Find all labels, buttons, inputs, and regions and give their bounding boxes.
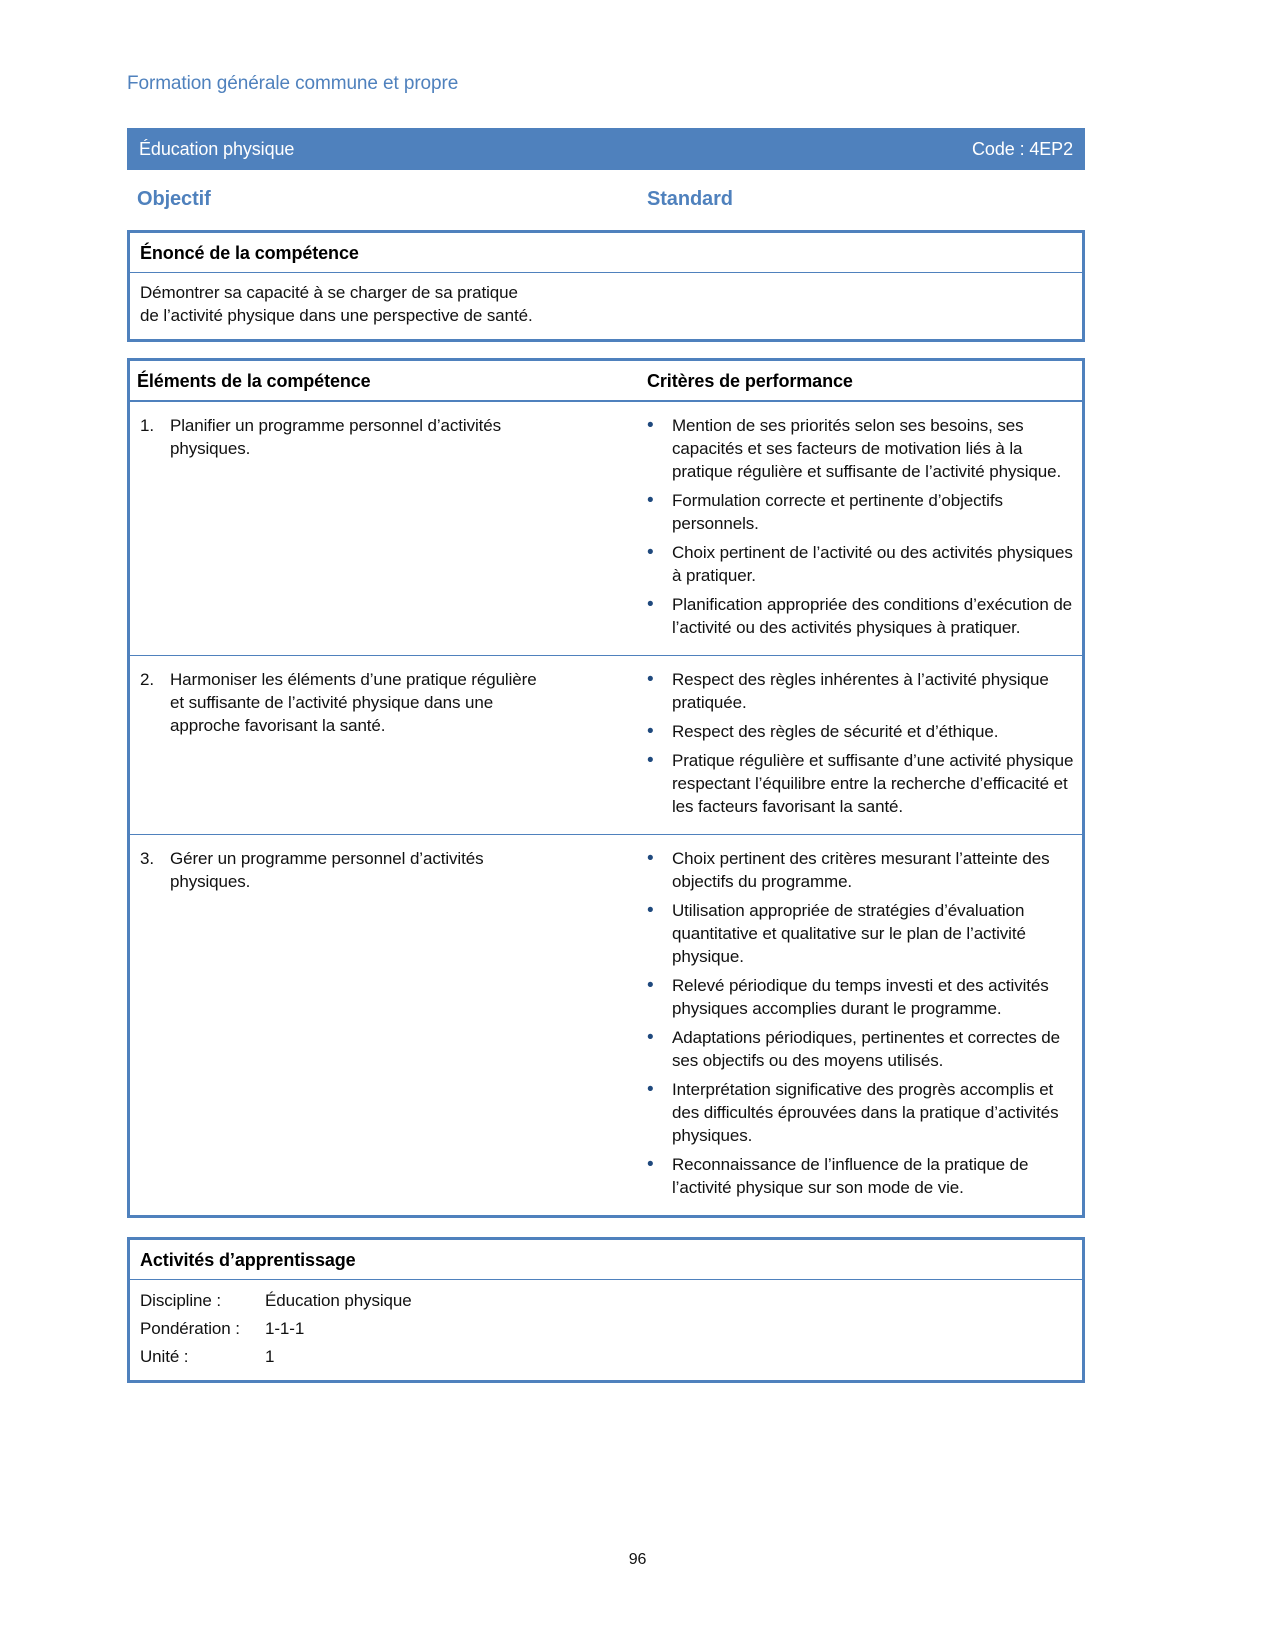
criteria-list <box>647 847 1076 1199</box>
enonce-body <box>130 273 1082 339</box>
competence-row-2 <box>130 655 1082 834</box>
criteria-item <box>647 749 1076 818</box>
element-text: Harmoniser les éléments d’une pratique régulière et suffisante de l’activité physique dans une approche favorisant la santé. <box>170 670 537 735</box>
bullet-icon: • <box>647 415 654 436</box>
field-value: 1-1-1 <box>265 1319 305 1338</box>
criteria-text: Respect des règles de sécurité et d’éthique. <box>672 722 999 741</box>
activity-field-1 <box>140 1288 1072 1314</box>
objectif-heading: Objectif <box>137 188 211 210</box>
criteria-text: Planification appropriée des conditions d’exécution de l’activité ou des activités physiques à pratiquer. <box>672 595 1073 637</box>
standard-heading: Standard <box>647 188 733 210</box>
criteria-text: Relevé périodique du temps investi et des activités physiques accomplies durant le programme. <box>672 976 1049 1018</box>
competence-table <box>127 358 1085 1218</box>
page-number: 96 <box>628 1551 647 1568</box>
criteria-list <box>647 414 1076 639</box>
field-label: Discipline : <box>140 1291 221 1310</box>
competence-row-3 <box>130 834 1082 1215</box>
criteria-item <box>647 1078 1076 1147</box>
bullet-icon: • <box>647 848 654 869</box>
element-text: Planifier un programme personnel d’activités physiques. <box>170 416 502 458</box>
banner-course-code: Code : 4EP2 <box>972 138 1073 159</box>
element-number: 1. <box>140 416 154 435</box>
criteria-item <box>647 974 1076 1020</box>
activities-header: Activités d’apprentissage <box>130 1240 1082 1280</box>
activity-field-3 <box>140 1344 1072 1370</box>
element-number: 2. <box>140 670 154 689</box>
enonce-header: Énoncé de la compétence <box>130 233 1082 273</box>
criteria-text: Reconnaissance de l’influence de la pratique de l’activité physique sur son mode de vie. <box>672 1155 1029 1197</box>
criteria-item <box>647 899 1076 968</box>
bullet-icon: • <box>647 721 654 742</box>
criteria-text: Choix pertinent de l’activité ou des activités physiques à pratiquer. <box>672 543 1073 585</box>
criteria-text: Adaptations périodiques, pertinentes et correctes de ses objectifs ou des moyens utilisés. <box>672 1028 1060 1070</box>
competence-row-1 <box>130 401 1082 655</box>
criteria-text: Interprétation significative des progrès accomplis et des difficultés éprouvées dans la pratique d’activités physiques. <box>672 1080 1059 1145</box>
criteria-item <box>647 1153 1076 1199</box>
competence-rows <box>130 401 1082 1215</box>
element-cell <box>137 668 647 818</box>
activities-box <box>127 1237 1085 1383</box>
bullet-icon: • <box>647 1154 654 1175</box>
bullet-icon: • <box>647 1027 654 1048</box>
section-title: Formation générale commune et propre <box>127 73 459 94</box>
criteria-text: Formulation correcte et pertinente d’objectifs personnels. <box>672 491 1003 533</box>
course-banner <box>127 128 1085 170</box>
page-content <box>127 0 1085 1383</box>
criteria-text: Utilisation appropriée de stratégies d’évaluation quantitative et qualitative sur le plan de l’activité physique. <box>672 901 1026 966</box>
criteria-item <box>647 414 1076 483</box>
field-label: Unité : <box>140 1347 189 1366</box>
criteria-text: Pratique régulière et suffisante d’une activité physique respectant l’équilibre entre la recherche d’efficacité et les facteurs favorisant la santé. <box>672 751 1074 816</box>
criteria-item <box>647 1026 1076 1072</box>
bullet-icon: • <box>647 669 654 690</box>
bullet-icon: • <box>647 900 654 921</box>
field-value: Éducation physique <box>265 1291 412 1310</box>
field-label: Pondération : <box>140 1319 240 1338</box>
activity-field-2 <box>140 1316 1072 1342</box>
bullet-icon: • <box>647 975 654 996</box>
bullet-icon: • <box>647 490 654 511</box>
field-value: 1 <box>265 1347 275 1366</box>
element-number: 3. <box>140 849 154 868</box>
bullet-icon: • <box>647 1079 654 1100</box>
element-cell <box>137 414 647 639</box>
bullet-icon: • <box>647 542 654 563</box>
criteria-item <box>647 489 1076 535</box>
criteria-item <box>647 847 1076 893</box>
criteria-item <box>647 541 1076 587</box>
enonce-box <box>127 230 1085 342</box>
criteria-text: Mention de ses priorités selon ses besoins, ses capacités et ses facteurs de motivation liés à la pratique régulière et suffisante de l’activité physique. <box>672 416 1062 481</box>
activities-fields <box>130 1280 1082 1380</box>
column-headings <box>127 188 1085 211</box>
bullet-icon: • <box>647 750 654 771</box>
competence-table-header <box>130 361 1082 401</box>
criteres-header: Critères de performance <box>647 371 853 391</box>
criteria-list <box>647 668 1076 818</box>
criteria-item <box>647 720 1076 743</box>
criteria-item <box>647 593 1076 639</box>
banner-course-name: Éducation physique <box>139 138 295 159</box>
element-text: Gérer un programme personnel d’activités physiques. <box>170 849 484 891</box>
criteria-text: Respect des règles inhérentes à l’activité physique pratiquée. <box>672 670 1049 712</box>
criteria-text: Choix pertinent des critères mesurant l’atteinte des objectifs du programme. <box>672 849 1050 891</box>
criteria-item <box>647 668 1076 714</box>
enonce-text: Démontrer sa capacité à se charger de sa pratique de l’activité physique dans une perspective de santé. <box>140 283 533 325</box>
elements-header: Éléments de la compétence <box>137 371 371 391</box>
bullet-icon: • <box>647 594 654 615</box>
element-cell <box>137 847 647 1199</box>
